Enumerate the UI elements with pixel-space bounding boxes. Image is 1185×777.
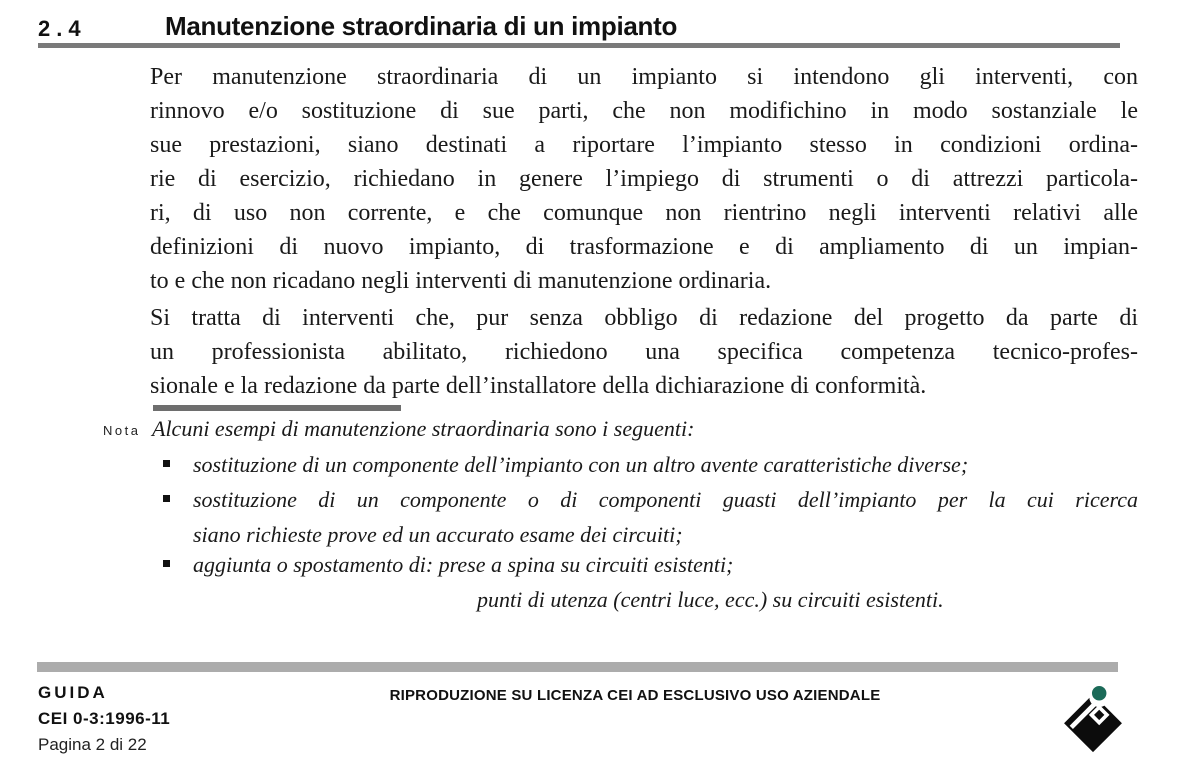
text-line: definizioni di nuovo impianto, di trasformazione e di ampliamento di un impian- — [150, 234, 1138, 260]
bullet-square-icon — [163, 460, 170, 467]
text-line: to e che non ricadano negli interventi di manutenzione ordinaria. — [150, 268, 772, 294]
note-bullet-3 — [163, 547, 1138, 617]
section-number: 2.4 — [38, 16, 87, 41]
note-bullet-2 — [163, 482, 1138, 552]
footer-page-info: Pagina 2 di 22 — [38, 735, 147, 754]
section-title: Manutenzione straordinaria di un impianto — [165, 11, 678, 41]
footer-doc-type: GUIDA — [38, 683, 108, 702]
text-line: sostituzione di un componente o di componenti guasti dell’impianto per la cui ricerca — [193, 487, 1138, 512]
footer-license-notice: RIPRODUZIONE SU LICENZA CEI AD ESCLUSIVO USO AZIENDALE — [389, 687, 881, 704]
footer-bar-divider — [37, 662, 1118, 672]
note-intro: Alcuni esempi di manutenzione straordinaria sono i seguenti: — [152, 416, 695, 441]
text-line: ri, di uso non corrente, e che comunque non rientrino negli interventi relativi alle — [150, 200, 1138, 226]
note-bullet-1-text — [193, 447, 1138, 482]
text-line: rie di esercizio, richiedano in genere l’impiego di strumenti o di attrezzi particola- — [150, 166, 1138, 192]
paragraph-1 — [150, 60, 1138, 298]
footer-doc-code: CEI 0-3:1996-11 — [38, 709, 171, 728]
text-line: un professionista abilitato, richiedono una specifica competenza tecnico-profes- — [150, 339, 1138, 365]
note-bullet-3-line-1: aggiunta o spostamento di: prese a spina su circuiti esistenti; — [193, 552, 734, 577]
note-label: Nota — [103, 423, 141, 438]
cei-logo — [1062, 680, 1124, 754]
text-line: siano richieste prove ed un accurato esame dei circuiti; — [193, 522, 683, 547]
text-line: rinnovo e/o sostituzione di sue parti, che non modifichino in modo sostanziale le — [150, 98, 1138, 124]
paragraph-2 — [150, 301, 1138, 403]
cei-logo-green-dot — [1092, 686, 1106, 700]
text-line: sionale e la redazione da parte dell’installatore della dichiarazione di conformità. — [150, 373, 927, 399]
text-line: sostituzione di un componente dell’impianto con un altro avente caratteristiche diverse; — [193, 452, 969, 477]
text-line: Si tratta di interventi che, pur senza obbligo di redazione del progetto da parte di — [150, 305, 1138, 331]
note-bullet-3-text — [193, 547, 1138, 617]
heading-rule-divider — [38, 43, 1120, 48]
bullet-square-icon — [163, 495, 170, 502]
note-rule-divider — [153, 405, 401, 411]
text-line: sue prestazioni, siano destinati a riportare l’impianto stesso in condizioni ordina- — [150, 132, 1138, 158]
text-line: Per manutenzione straordinaria di un impianto si intendono gli interventi, con — [150, 64, 1138, 90]
note-bullet-1 — [163, 447, 1138, 482]
note-bullet-2-text — [193, 482, 1138, 552]
note-bullet-3-line-2: punti di utenza (centri luce, ecc.) su circuiti esistenti. — [477, 587, 944, 612]
bullet-square-icon — [163, 560, 170, 567]
